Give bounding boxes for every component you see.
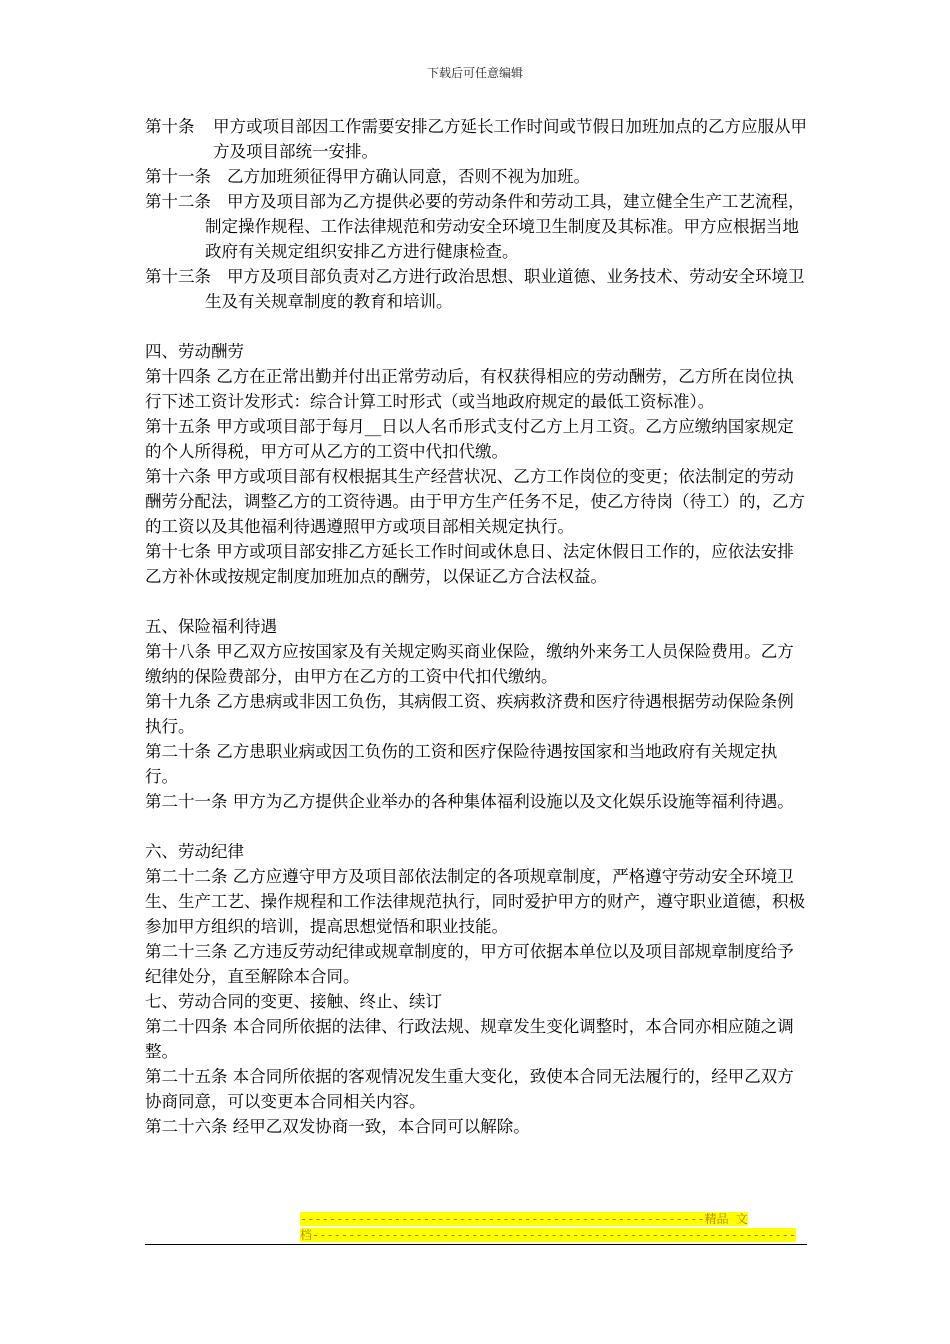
article-21: 第二十一条 甲方为乙方提供企业举办的各种集体福利设施以及文化娱乐设施等福利待遇。 bbox=[145, 792, 794, 811]
section-heading: 七、劳动合同的变更、接触、终止、续订 bbox=[145, 992, 442, 1011]
article-label: 第十一条 bbox=[145, 167, 211, 186]
section-heading: 五、保险福利待遇 bbox=[145, 617, 277, 636]
article-label: 第十二条 bbox=[145, 192, 211, 211]
article-13 bbox=[145, 264, 810, 314]
article-11 bbox=[145, 164, 810, 189]
article-12 bbox=[145, 189, 810, 264]
document-body bbox=[145, 114, 810, 1139]
article-17: 第十七条 甲方或项目部安排乙方延长工作时间或休息日、法定休假日工作的，应依法安排乙方补休或按规定制度加班加点的酬劳，以保证乙方合法权益。 bbox=[145, 542, 794, 586]
footer-mark-line-2: 档------------------------------------------------------------------- bbox=[300, 1228, 797, 1242]
footer-mark-line-1: --------------------------------------------------------精品 文 bbox=[300, 1212, 748, 1226]
article-label: 第十条 bbox=[145, 117, 195, 136]
page-header: 下载后可任意编辑 bbox=[426, 66, 523, 80]
article-15: 第十五条 甲方或项目部于每月__日以人名币形式支付乙方上月工资。乙方应缴纳国家规定的个人所得税，甲方可从乙方的工资中代扣代缴。 bbox=[145, 417, 794, 461]
footer-rule bbox=[145, 1244, 807, 1245]
footer-watermark bbox=[300, 1211, 797, 1243]
section-heading: 六、劳动纪律 bbox=[145, 842, 244, 861]
section-heading: 四、劳动酬劳 bbox=[145, 342, 244, 361]
article-text: 乙方加班须征得甲方确认同意，否则不视为加班。 bbox=[227, 167, 590, 186]
article-26: 第二十六条 经甲乙双发协商一致，本合同可以解除。 bbox=[145, 1117, 530, 1136]
article-23: 第二十三条 乙方违反劳动纪律或规章制度的，甲方可依据本单位以及项目部规章制度给予纪律处分，直至解除本合同。 bbox=[145, 942, 794, 986]
article-20: 第二十条 乙方患职业病或因工负伤的工资和医疗保险待遇按国家和当地政府有关规定执行。 bbox=[145, 742, 778, 786]
article-19: 第十九条 乙方患病或非因工负伤，其病假工资、疾病救济费和医疗待遇根据劳动保险条例执行。 bbox=[145, 692, 794, 736]
spacer bbox=[145, 814, 810, 839]
article-10 bbox=[145, 114, 810, 164]
article-16: 第十六条 甲方或项目部有权根据其生产经营状况、乙方工作岗位的变更；依法制定的劳动酬劳分配法，调整乙方的工资待遇。由于甲方生产任务不足，使乙方待岗（待工）的，乙方的工资以及其他福利待遇遵照甲方或项目部相关规定执行。 bbox=[145, 467, 805, 536]
article-text: 甲方或项目部因工作需要安排乙方延长工作时间或节假日加班加点的乙方应服从甲方及项目部统一安排。 bbox=[213, 117, 807, 161]
article-18: 第十八条 甲乙双方应按国家及有关规定购买商业保险，缴纳外来务工人员保险费用。乙方缴纳的保险费部分，由甲方在乙方的工资中代扣代缴纳。 bbox=[145, 642, 794, 686]
article-24: 第二十四条 本合同所依据的法律、行政法规、规章发生变化调整时，本合同亦相应随之调整。 bbox=[145, 1017, 794, 1061]
article-25: 第二十五条 本合同所依据的客观情况发生重大变化，致使本合同无法履行的，经甲乙双方协商同意，可以变更本合同相关内容。 bbox=[145, 1067, 794, 1111]
article-label: 第十三条 bbox=[145, 267, 211, 286]
spacer bbox=[145, 589, 810, 614]
article-22: 第二十二条 乙方应遵守甲方及项目部依法制定的各项规章制度，严格遵守劳动安全环境卫生、生产工艺、操作规程和工作法律规范执行，同时爱护甲方的财产，遵守职业道德，积极参加甲方组织的培训，提高思想觉悟和职业技能。 bbox=[145, 867, 805, 936]
article-text: 甲方及项目部负责对乙方进行政治思想、职业道德、业务技术、劳动安全环境卫生及有关规章制度的教育和培训。 bbox=[205, 267, 805, 311]
article-text: 甲方及项目部为乙方提供必要的劳动条件和劳动工具，建立健全生产工艺流程，制定操作规程、工作法律规范和劳动安全环境卫生制度及其标准。甲方应根据当地政府有关规定组织安排乙方进行健康检查。 bbox=[205, 192, 805, 261]
article-14: 第十四条 乙方在正常出勤并付出正常劳动后，有权获得相应的劳动酬劳，乙方所在岗位执行下述工资计发形式：综合计算工时形式（或当地政府规定的最低工资标准）。 bbox=[145, 367, 794, 411]
spacer bbox=[145, 314, 810, 339]
